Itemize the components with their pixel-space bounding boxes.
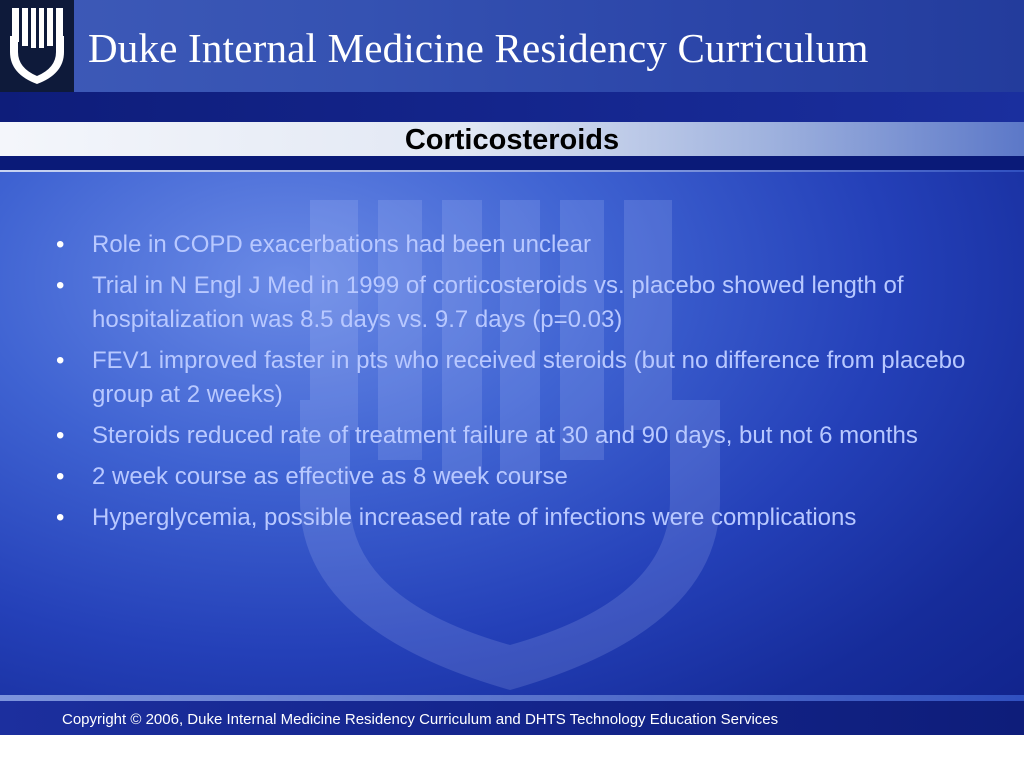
logo-box	[0, 0, 74, 92]
title-band-shadow	[0, 156, 1024, 170]
bullet-list	[52, 228, 982, 542]
duke-shield-logo-icon	[6, 6, 68, 86]
bullet-item: • Steroids reduced rate of treatment failure at 30 and 90 days, but not 6 months	[52, 419, 982, 453]
slide-title: Corticosteroids	[404, 124, 620, 156]
bullet-item: • 2 week course as effective as 8 week course	[52, 460, 982, 494]
bullet-item: • Role in COPD exacerbations had been unclear	[52, 228, 982, 262]
app-title: Duke Internal Medicine Residency Curriculum	[88, 25, 869, 71]
copyright-text: Copyright © 2006, Duke Internal Medicine Residency Curriculum and DHTS Technology Education Services	[62, 711, 779, 728]
bullet-item: • Hyperglycemia, possible increased rate of infections were complications	[52, 501, 982, 535]
header-stripe-dark	[0, 92, 1024, 122]
header-bar	[0, 0, 1024, 92]
bullet-item: • Trial in N Engl J Med in 1999 of corticosteroids vs. placebo showed length of hospitalization was 8.5 days vs. 9.7 days (p=0.03)	[52, 269, 982, 337]
title-band-divider	[0, 170, 1024, 172]
bullet-item: • FEV1 improved faster in pts who received steroids (but no difference from placebo group at 2 weeks)	[52, 344, 982, 412]
